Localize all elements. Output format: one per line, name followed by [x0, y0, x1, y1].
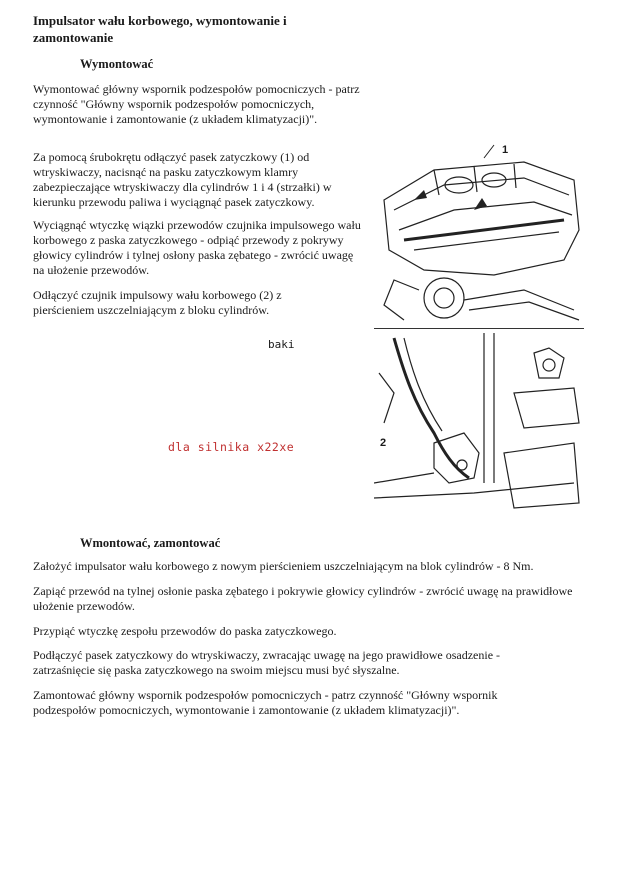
- figure-label-2: 2: [380, 437, 387, 449]
- remove-paragraph-2: Za pomocą śrubokrętu odłączyć pasek zatyczkowy (1) od wtryskiwaczy, nacisnąć na pasku zatyczkowym klamry zabezpieczające wtryskiwaczy dla cylindrów 1 i 4 (strzałki) w kierunku przewodu paliwa i wyciągnąć pasek zatyczkowy.: [33, 150, 332, 209]
- figure-divider: [374, 328, 584, 329]
- install-paragraph-1: Założyć impulsator wału korbowego z nowym pierścieniem uszczelniającym na blok cylindrów - 8 Nm.: [33, 559, 534, 573]
- install-paragraph-4: Podłączyć pasek zatyczkowy do wtryskiwaczy, zwracając uwagę na jego prawidłowe osadzenie - zatrzaśnięcie się paska zatyczkowego na swoim miejscu musi być słyszalne.: [33, 648, 501, 677]
- remove-paragraph-1: Wymontować główny wspornik podzespołów pomocniczych - patrz czynność "Główny wspornik podzespołów pomocniczych, wymontowanie i zamontowanie (z układem klimatyzacji)".: [33, 82, 360, 126]
- install-paragraph-3: Przypiąć wtyczkę zespołu przewodów do paska zatyczkowego.: [33, 624, 337, 638]
- annotation-baki: baki: [268, 338, 295, 351]
- section-heading-install: Wmontować, zamontować: [80, 536, 221, 550]
- annotation-engine: dla silnika x22xe: [168, 440, 295, 454]
- install-paragraph-2: Zapiąć przewód na tylnej osłonie paska zębatego i pokrywie głowicy cylindrów - zwrócić uwagę na prawidłowe ułożenie przewodów.: [33, 584, 573, 613]
- section-heading-remove: Wymontować: [80, 57, 154, 71]
- figure-label-1: 1: [502, 144, 509, 156]
- page-title: Impulsator wału korbowego, wymontowanie i zamontowanie: [33, 13, 287, 45]
- crankshaft-sensor-illustration: [374, 333, 586, 513]
- install-paragraph-5: Zamontować główny wspornik podzespołów pomocniczych - patrz czynność "Główny wspornik podzespołów pomocniczych, wymontowanie i zamontowanie (z układem klimatyzacji)".: [33, 688, 498, 717]
- remove-paragraph-3: Wyciągnąć wtyczkę wiązki przewodów czujnika impulsowego wału korbowego z paska zatyczkowego - odpiąć przewody z pokrywy głowicy cylindrów i tylnej osłony paska zębatego - zwrócić uwagę na ułożenie przewodów.: [33, 218, 361, 277]
- remove-paragraph-4: Odłączyć czujnik impulsowy wału korbowego (2) z pierścieniem uszczelniającym z bloku cylindrów.: [33, 288, 282, 317]
- engine-top-illustration: [374, 140, 586, 330]
